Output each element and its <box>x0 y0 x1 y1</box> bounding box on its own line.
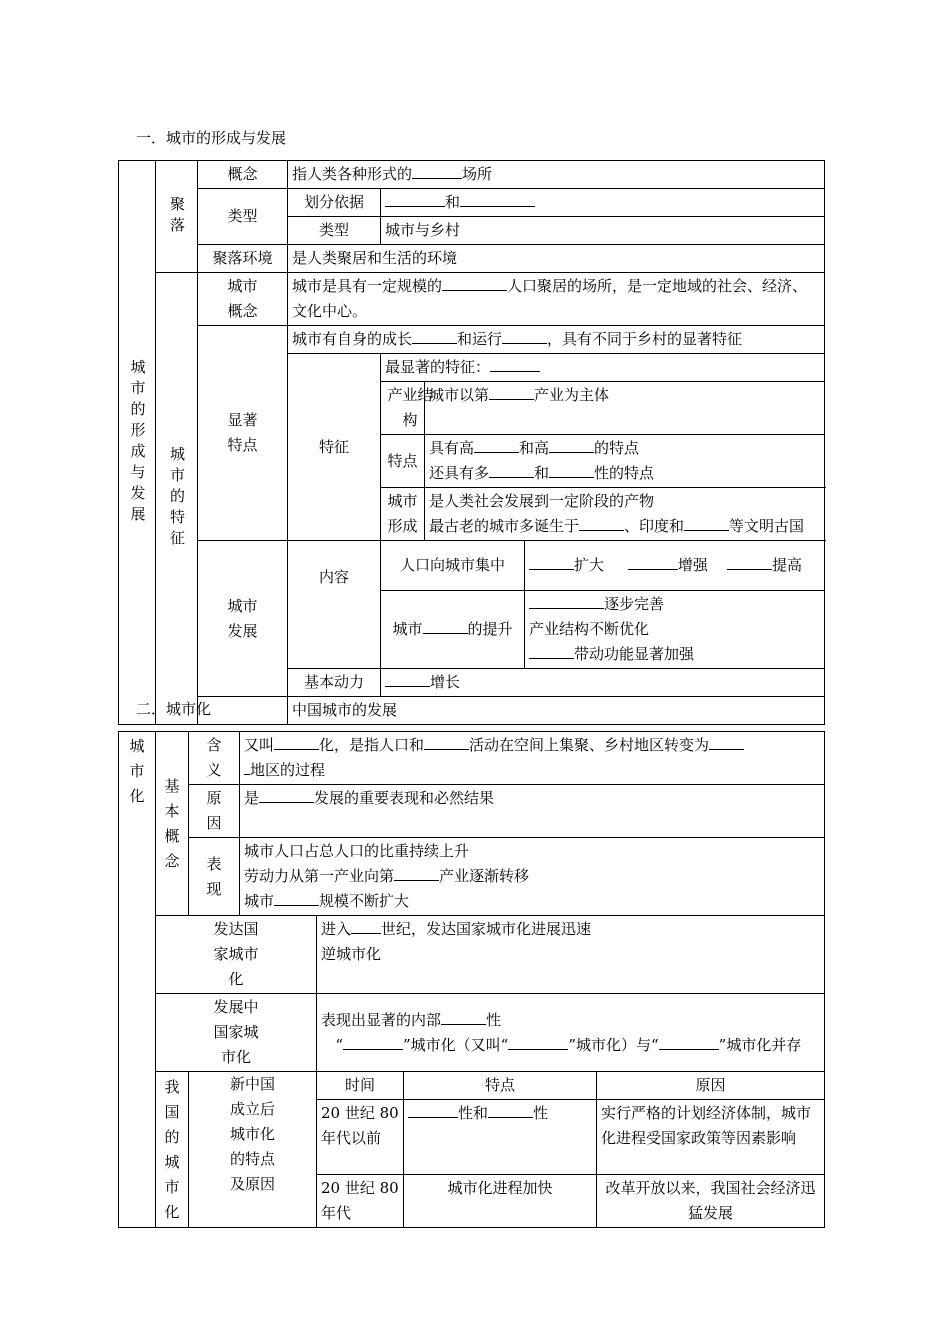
row1-reason: 实行严格的计划经济体制，城市化进程受国家政策等因素影响 <box>597 1100 825 1175</box>
developed-value: 进入 世纪，发达国家城市化进展迅速 逆城市化 <box>317 916 825 994</box>
reason-value: 是 发展的重要表现和必然结果 <box>240 785 825 838</box>
industry-value: 城市以第 产业为主体 <box>425 382 825 435</box>
meaning-value: 又叫 化，是指人口和 活动在空间上集聚、乡村地区转变为 地区的过程 <box>240 732 825 785</box>
trait-value: 具有高 和高 的特点 还具有多 和 性的特点 <box>425 435 825 488</box>
reason-label: 原因 <box>189 785 240 838</box>
china-dev: 中国城市的发展 <box>288 697 825 725</box>
row1-time: 20 世纪 80 年代以前 <box>317 1100 404 1175</box>
city-concept-label: 城市概念 <box>198 273 288 326</box>
industry-label: 产业结构 <box>381 382 425 435</box>
basis-value: 和 <box>381 189 825 217</box>
feature-label: 特征 <box>288 354 381 541</box>
notable-label: 显著特点 <box>198 326 288 541</box>
row1-feature: 性和 性 <box>404 1100 597 1175</box>
type-value: 城市与乡村 <box>381 217 825 245</box>
city-concept-value: 城市是具有一定规模的 人口聚居的场所，是一定地域的社会、经济、文化中心。 <box>288 273 825 326</box>
perform-label: 表现 <box>189 838 240 916</box>
meaning-label: 含义 <box>189 732 240 785</box>
section-2-heading: 二．城市化 <box>136 700 212 718</box>
trait-label: 特点 <box>381 435 425 488</box>
features-label: 城市的特征 <box>156 273 198 725</box>
type-sub-label: 类型 <box>288 217 381 245</box>
env-value: 是人类聚居和生活的环境 <box>288 245 825 273</box>
concept-value: 指人类各种形式的 场所 <box>288 161 825 189</box>
basis-label: 划分依据 <box>288 189 381 217</box>
section-1-heading: 一．城市的形成与发展 <box>136 129 287 147</box>
urbanization-table <box>118 731 825 1228</box>
row2-time: 20 世纪 80 年代 <box>317 1175 404 1228</box>
type-label: 类型 <box>198 189 288 245</box>
developing-value: 表现出显著的内部 性 “ ”城市化（又叫“ ”城市化）与“ ”城市化并存 <box>317 994 825 1072</box>
content-label: 内容 <box>288 541 381 669</box>
col-feature: 特点 <box>404 1072 597 1100</box>
basic-label: 基本概念 <box>156 732 189 916</box>
concentrate-value: 扩大 增强 提高 <box>525 541 825 591</box>
dev-label: 城市发展 <box>198 541 288 697</box>
developing-label: 发展中国家城市化 <box>156 994 317 1072</box>
row2-feature: 城市化进程加快 <box>404 1175 597 1228</box>
settlement-label: 聚落 <box>156 161 198 273</box>
notable-value: 城市有自身的成长 和运行 ，具有不同于乡村的显著特征 <box>288 326 825 354</box>
perform-value: 城市人口占总人口的比重持续上升 劳动力从第一产业向第 产业逐渐转移 城市 规模不断扩大 <box>240 838 825 916</box>
row2-reason: 改革开放以来，我国社会经济迅猛发展 <box>597 1175 825 1228</box>
formation-label: 城市形成 <box>381 488 425 541</box>
urbanization-label: 城市化 <box>119 732 156 1228</box>
col-time: 时间 <box>317 1072 404 1100</box>
upgrade-label: 城市 的提升 <box>381 591 525 669</box>
china-sub-label: 新中国成立后城市化的特点及原因 <box>189 1072 317 1228</box>
developed-label: 发达国家城市化 <box>156 916 317 994</box>
col-reason: 原因 <box>597 1072 825 1100</box>
most-notable: 最显著的特征： <box>381 354 825 382</box>
power-value: 增长 <box>381 669 825 697</box>
power-label: 基本动力 <box>288 669 381 697</box>
urban-formation-table <box>118 160 825 725</box>
env-label: 聚落环境 <box>198 245 288 273</box>
upgrade-value: 逐步完善 产业结构不断优化 带动功能显著加强 <box>525 591 825 669</box>
china-label: 我国的城市化 <box>156 1072 189 1228</box>
formation-value: 是人类社会发展到一定阶段的产物 最古老的城市多诞生于 、印度和 等文明古国 <box>425 488 825 541</box>
concept-label: 概念 <box>198 161 288 189</box>
outer-label: 城市的形成与发展 <box>119 161 156 725</box>
concentrate-label: 人口向城市集中 <box>381 541 525 591</box>
